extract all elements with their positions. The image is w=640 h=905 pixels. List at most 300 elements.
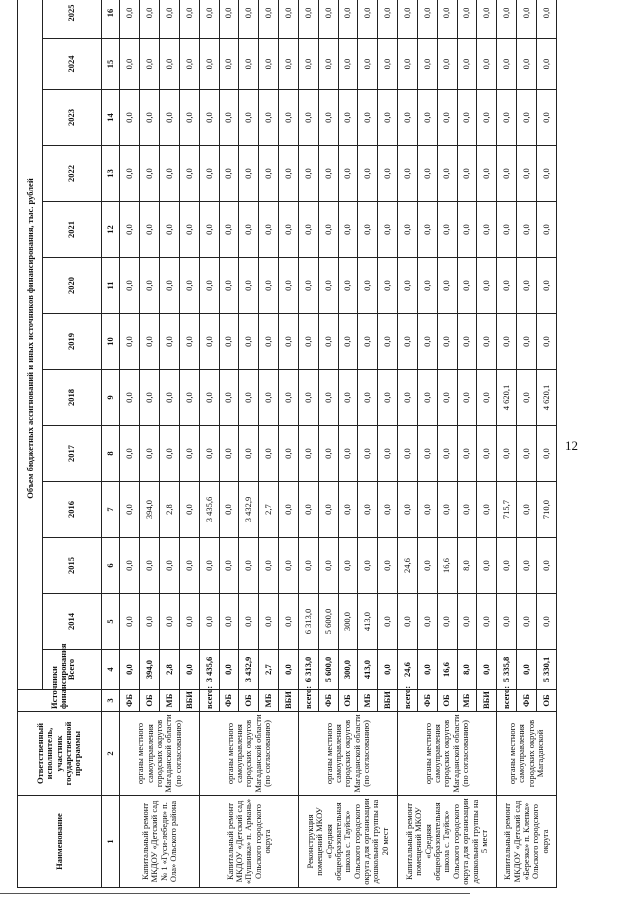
program-name: Капитальный ремонт МКДОУ «Детский сад «Березка» п. Клепка» Ольского городского округа (497, 796, 557, 888)
value-cell: 0,0 (437, 202, 457, 258)
value-cell: 0,0 (160, 146, 180, 202)
value-cell: 0,0 (457, 0, 477, 39)
total-cell: 0,0 (378, 650, 398, 690)
value-cell: 0,0 (437, 314, 457, 370)
value-cell: 0,0 (457, 370, 477, 426)
value-cell: 0,0 (239, 39, 259, 90)
value-cell: 0,0 (120, 594, 140, 650)
value-cell: 4 620,1 (497, 370, 517, 426)
value-cell: 0,0 (358, 90, 378, 146)
value-cell: 0,0 (259, 90, 279, 146)
funding-source: всего: (298, 690, 318, 712)
value-cell: 0,0 (497, 314, 517, 370)
value-cell: 0,0 (437, 594, 457, 650)
value-cell: 0,0 (417, 594, 437, 650)
column-number: 2 (101, 712, 120, 796)
value-cell: 0,0 (160, 314, 180, 370)
funding-source: ФБ (517, 690, 537, 712)
header-name: Наименование (18, 796, 102, 888)
value-cell: 0,0 (298, 146, 318, 202)
header-total: Всего (43, 650, 101, 690)
responsible-executor: органы местного самоуправления городских округов Магаданской области (по согласованию) (199, 712, 298, 796)
funding-source: ВБИ (477, 690, 497, 712)
column-number: 9 (101, 370, 120, 426)
value-cell: 0,0 (219, 39, 239, 90)
funding-source: всего: (199, 690, 219, 712)
value-cell: 0,0 (160, 90, 180, 146)
value-cell: 0,0 (378, 594, 398, 650)
value-cell: 0,0 (219, 370, 239, 426)
value-cell: 0,0 (199, 202, 219, 258)
value-cell: 0,0 (219, 426, 239, 482)
header-year: 2019 (43, 314, 101, 370)
value-cell: 0,0 (239, 426, 259, 482)
value-cell: 0,0 (160, 594, 180, 650)
column-number: 3 (101, 690, 120, 712)
funding-source: ОБ (239, 690, 259, 712)
value-cell: 0,0 (219, 202, 239, 258)
value-cell: 0,0 (536, 0, 556, 39)
value-cell: 710,0 (536, 482, 556, 538)
value-cell: 0,0 (279, 0, 299, 39)
value-cell: 0,0 (318, 482, 338, 538)
value-cell: 0,0 (179, 202, 199, 258)
value-cell: 0,0 (179, 258, 199, 314)
value-cell: 0,0 (536, 258, 556, 314)
total-cell: 0,0 (477, 650, 497, 690)
value-cell: 3 435,6 (199, 482, 219, 538)
value-cell: 0,0 (477, 370, 497, 426)
value-cell: 0,0 (497, 594, 517, 650)
value-cell: 0,0 (179, 370, 199, 426)
header-year: 2021 (43, 202, 101, 258)
value-cell: 0,0 (318, 202, 338, 258)
value-cell: 0,0 (219, 258, 239, 314)
value-cell: 0,0 (457, 90, 477, 146)
value-cell: 0,0 (199, 426, 219, 482)
value-cell: 0,0 (259, 146, 279, 202)
total-cell: 0,0 (517, 650, 537, 690)
value-cell: 0,0 (279, 39, 299, 90)
value-cell: 0,0 (179, 426, 199, 482)
total-cell: 0,0 (120, 650, 140, 690)
value-cell: 0,0 (298, 314, 318, 370)
value-cell: 0,0 (318, 39, 338, 90)
value-cell: 0,0 (279, 314, 299, 370)
funding-source: ОБ (338, 690, 358, 712)
value-cell: 0,0 (120, 482, 140, 538)
value-cell: 0,0 (398, 0, 418, 39)
value-cell: 0,0 (179, 594, 199, 650)
total-cell: 8,0 (457, 650, 477, 690)
value-cell: 0,0 (497, 538, 517, 594)
value-cell: 0,0 (358, 426, 378, 482)
header-funding-title: Объем бюджетных ассигнований и иных источников финансирования, тыс. рублей (18, 0, 43, 690)
value-cell: 0,0 (298, 0, 318, 39)
value-cell: 3 432,9 (239, 482, 259, 538)
value-cell: 0,0 (279, 258, 299, 314)
header-year: 2025 (43, 0, 101, 39)
value-cell: 0,0 (398, 594, 418, 650)
value-cell: 0,0 (219, 0, 239, 39)
total-cell: 24,6 (398, 650, 418, 690)
value-cell: 0,0 (477, 482, 497, 538)
value-cell: 0,0 (417, 202, 437, 258)
value-cell: 0,0 (378, 314, 398, 370)
value-cell: 0,0 (199, 370, 219, 426)
value-cell: 0,0 (417, 426, 437, 482)
value-cell: 0,0 (120, 0, 140, 39)
value-cell: 0,0 (259, 258, 279, 314)
value-cell: 0,0 (160, 258, 180, 314)
value-cell: 0,0 (437, 146, 457, 202)
value-cell: 394,0 (140, 482, 160, 538)
value-cell: 0,0 (298, 426, 318, 482)
value-cell: 0,0 (160, 426, 180, 482)
value-cell: 0,0 (477, 314, 497, 370)
value-cell: 0,0 (279, 538, 299, 594)
value-cell: 0,0 (298, 202, 318, 258)
total-cell: 2,8 (160, 650, 180, 690)
value-cell: 0,0 (279, 202, 299, 258)
value-cell: 0,0 (179, 39, 199, 90)
table-row (298, 0, 318, 888)
value-cell: 0,0 (199, 258, 219, 314)
value-cell: 0,0 (457, 258, 477, 314)
value-cell: 0,0 (517, 370, 537, 426)
value-cell: 0,0 (239, 90, 259, 146)
responsible-executor: органы местного самоуправления городских округов Магаданской области (по согласованию) (398, 712, 497, 796)
value-cell: 0,0 (239, 146, 259, 202)
value-cell: 0,0 (497, 426, 517, 482)
value-cell: 0,0 (298, 538, 318, 594)
value-cell: 0,0 (517, 146, 537, 202)
value-cell: 0,0 (120, 370, 140, 426)
value-cell: 0,0 (536, 538, 556, 594)
header-year: 2015 (43, 538, 101, 594)
value-cell: 0,0 (120, 538, 140, 594)
value-cell: 0,0 (477, 146, 497, 202)
value-cell: 0,0 (219, 538, 239, 594)
header-year: 2022 (43, 146, 101, 202)
total-cell: 0,0 (179, 650, 199, 690)
value-cell: 0,0 (199, 90, 219, 146)
value-cell: 0,0 (179, 538, 199, 594)
value-cell: 0,0 (338, 0, 358, 39)
value-cell: 0,0 (259, 39, 279, 90)
value-cell: 0,0 (338, 426, 358, 482)
program-name: Реконструкция помещений МКОУ «Средняя общеобразовательная школа с. Тауйск» Ольского городского округа для организации дошкольной группы на 20 мест (298, 796, 397, 888)
value-cell: 413,0 (358, 594, 378, 650)
value-cell: 2,7 (259, 482, 279, 538)
value-cell: 0,0 (398, 39, 418, 90)
column-number: 1 (101, 796, 120, 888)
value-cell: 0,0 (378, 538, 398, 594)
value-cell: 0,0 (279, 482, 299, 538)
total-cell: 3 435,6 (199, 650, 219, 690)
value-cell: 0,0 (298, 482, 318, 538)
value-cell: 0,0 (239, 0, 259, 39)
value-cell: 0,0 (417, 0, 437, 39)
responsible-executor: органы местного самоуправления городских округов Магаданской (497, 712, 557, 796)
value-cell: 0,0 (398, 426, 418, 482)
value-cell: 0,0 (140, 0, 160, 39)
value-cell: 0,0 (140, 314, 160, 370)
value-cell: 0,0 (318, 258, 338, 314)
value-cell: 715,7 (497, 482, 517, 538)
column-number: 5 (101, 594, 120, 650)
value-cell: 0,0 (120, 426, 140, 482)
value-cell: 0,0 (378, 0, 398, 39)
value-cell: 2,8 (160, 482, 180, 538)
column-number: 12 (101, 202, 120, 258)
value-cell: 0,0 (517, 426, 537, 482)
value-cell: 0,0 (160, 0, 180, 39)
value-cell: 0,0 (259, 594, 279, 650)
value-cell: 0,0 (318, 538, 338, 594)
value-cell: 0,0 (120, 258, 140, 314)
value-cell: 0,0 (120, 90, 140, 146)
value-cell: 0,0 (259, 426, 279, 482)
value-cell: 0,0 (298, 258, 318, 314)
value-cell: 0,0 (497, 39, 517, 90)
value-cell: 0,0 (219, 90, 239, 146)
value-cell: 0,0 (358, 0, 378, 39)
value-cell: 0,0 (437, 426, 457, 482)
value-cell: 16,6 (437, 538, 457, 594)
value-cell: 0,0 (160, 538, 180, 594)
funding-source: ВБИ (378, 690, 398, 712)
total-cell: 413,0 (358, 650, 378, 690)
total-cell: 5 330,1 (536, 650, 556, 690)
value-cell: 5 600,0 (318, 594, 338, 650)
value-cell: 0,0 (358, 39, 378, 90)
value-cell: 0,0 (358, 202, 378, 258)
column-number: 13 (101, 146, 120, 202)
value-cell: 0,0 (259, 370, 279, 426)
funding-table (17, 0, 557, 888)
value-cell: 0,0 (497, 90, 517, 146)
value-cell: 0,0 (318, 0, 338, 39)
value-cell: 0,0 (477, 538, 497, 594)
value-cell: 0,0 (517, 594, 537, 650)
value-cell: 0,0 (417, 538, 437, 594)
value-cell: 0,0 (457, 482, 477, 538)
value-cell: 0,0 (239, 370, 259, 426)
funding-source: ОБ (437, 690, 457, 712)
value-cell: 0,0 (517, 538, 537, 594)
total-cell: 0,0 (417, 650, 437, 690)
funding-source: ВБИ (179, 690, 199, 712)
total-cell: 5 335,8 (497, 650, 517, 690)
header-year: 2020 (43, 258, 101, 314)
value-cell: 0,0 (457, 202, 477, 258)
value-cell: 0,0 (398, 258, 418, 314)
value-cell: 0,0 (120, 146, 140, 202)
total-cell: 3 432,9 (239, 650, 259, 690)
value-cell: 0,0 (338, 258, 358, 314)
value-cell: 0,0 (398, 370, 418, 426)
value-cell: 0,0 (358, 258, 378, 314)
value-cell: 0,0 (259, 538, 279, 594)
value-cell: 0,0 (199, 538, 219, 594)
value-cell: 0,0 (378, 482, 398, 538)
table-row (398, 0, 418, 888)
value-cell: 0,0 (378, 39, 398, 90)
value-cell: 0,0 (298, 90, 318, 146)
value-cell: 0,0 (378, 90, 398, 146)
value-cell: 0,0 (517, 202, 537, 258)
value-cell: 0,0 (477, 594, 497, 650)
table-row (120, 0, 140, 888)
value-cell: 0,0 (279, 90, 299, 146)
value-cell: 0,0 (259, 0, 279, 39)
value-cell: 0,0 (259, 314, 279, 370)
value-cell: 0,0 (140, 90, 160, 146)
value-cell: 0,0 (536, 90, 556, 146)
program-name: Капитальный ремонт МКДОУ «Детский сад № 1 «Гуси-лебеди» п. Ола» Ольского района (120, 796, 199, 888)
value-cell: 0,0 (160, 202, 180, 258)
value-cell: 0,0 (477, 202, 497, 258)
header-responsible: Ответственный исполнитель, участник государственной программы (18, 712, 102, 796)
funding-source: МБ (358, 690, 378, 712)
value-cell: 0,0 (536, 202, 556, 258)
funding-source: ФБ (417, 690, 437, 712)
value-cell: 0,0 (378, 370, 398, 426)
value-cell: 0,0 (338, 202, 358, 258)
value-cell: 0,0 (517, 314, 537, 370)
value-cell: 0,0 (239, 538, 259, 594)
value-cell: 0,0 (517, 39, 537, 90)
value-cell: 8,0 (457, 538, 477, 594)
value-cell: 0,0 (298, 39, 318, 90)
value-cell: 0,0 (279, 146, 299, 202)
value-cell: 0,0 (517, 0, 537, 39)
value-cell: 0,0 (358, 370, 378, 426)
rotated-table-container (17, 0, 557, 888)
header-year: 2018 (43, 370, 101, 426)
column-number: 15 (101, 39, 120, 90)
program-name: Капитальный ремонт МКДОУ «Детский сад «Пушинка» п. Армань» Ольского городского округа (199, 796, 298, 888)
value-cell: 0,0 (338, 90, 358, 146)
value-cell: 0,0 (338, 314, 358, 370)
value-cell: 0,0 (160, 370, 180, 426)
column-number: 16 (101, 0, 120, 39)
value-cell: 0,0 (160, 39, 180, 90)
value-cell: 0,0 (338, 370, 358, 426)
value-cell: 0,0 (140, 146, 160, 202)
value-cell: 0,0 (378, 146, 398, 202)
value-cell: 0,0 (140, 594, 160, 650)
value-cell: 0,0 (437, 90, 457, 146)
value-cell: 0,0 (398, 90, 418, 146)
header-year: 2024 (43, 39, 101, 90)
value-cell: 0,0 (398, 202, 418, 258)
value-cell: 0,0 (239, 594, 259, 650)
total-cell: 0,0 (219, 650, 239, 690)
column-number: 6 (101, 538, 120, 594)
table-row (497, 0, 517, 888)
value-cell: 0,0 (140, 426, 160, 482)
funding-source: ВБИ (279, 690, 299, 712)
value-cell: 0,0 (259, 202, 279, 258)
value-cell: 0,0 (338, 146, 358, 202)
value-cell: 0,0 (179, 90, 199, 146)
funding-source: ФБ (219, 690, 239, 712)
page-number: 12 (565, 438, 578, 453)
value-cell: 0,0 (338, 39, 358, 90)
value-cell: 300,0 (338, 594, 358, 650)
value-cell: 0,0 (140, 538, 160, 594)
value-cell: 0,0 (120, 314, 140, 370)
funding-source: ОБ (140, 690, 160, 712)
funding-source: ФБ (120, 690, 140, 712)
total-cell: 5 600,0 (318, 650, 338, 690)
value-cell: 0,0 (536, 426, 556, 482)
value-cell: 0,0 (358, 146, 378, 202)
funding-source: ФБ (318, 690, 338, 712)
funding-source: всего: (497, 690, 517, 712)
value-cell: 0,0 (279, 370, 299, 426)
value-cell: 0,0 (239, 202, 259, 258)
value-cell: 0,0 (219, 314, 239, 370)
value-cell: 0,0 (298, 370, 318, 426)
column-number: 10 (101, 314, 120, 370)
value-cell: 0,0 (199, 0, 219, 39)
value-cell: 0,0 (179, 0, 199, 39)
funding-source: МБ (457, 690, 477, 712)
total-cell: 300,0 (338, 650, 358, 690)
value-cell: 0,0 (457, 426, 477, 482)
value-cell: 0,0 (417, 314, 437, 370)
header-year: 2023 (43, 90, 101, 146)
value-cell: 0,0 (497, 0, 517, 39)
funding-source: всего: (398, 690, 418, 712)
value-cell: 0,0 (120, 39, 140, 90)
value-cell: 0,0 (517, 90, 537, 146)
value-cell: 0,0 (358, 314, 378, 370)
value-cell: 0,0 (140, 258, 160, 314)
value-cell: 0,0 (517, 482, 537, 538)
value-cell: 0,0 (457, 146, 477, 202)
value-cell: 0,0 (477, 0, 497, 39)
value-cell: 0,0 (378, 258, 398, 314)
value-cell: 0,0 (318, 426, 338, 482)
value-cell: 6 313,0 (298, 594, 318, 650)
value-cell: 0,0 (497, 202, 517, 258)
value-cell: 0,0 (199, 146, 219, 202)
value-cell: 0,0 (120, 202, 140, 258)
total-cell: 6 313,0 (298, 650, 318, 690)
value-cell: 0,0 (318, 314, 338, 370)
value-cell: 0,0 (219, 594, 239, 650)
value-cell: 0,0 (437, 482, 457, 538)
value-cell: 0,0 (140, 370, 160, 426)
value-cell: 0,0 (179, 482, 199, 538)
value-cell: 0,0 (417, 39, 437, 90)
value-cell: 0,0 (417, 482, 437, 538)
value-cell: 0,0 (477, 258, 497, 314)
funding-source: МБ (259, 690, 279, 712)
value-cell: 0,0 (279, 426, 299, 482)
value-cell: 0,0 (239, 258, 259, 314)
value-cell: 0,0 (437, 0, 457, 39)
value-cell: 0,0 (536, 146, 556, 202)
value-cell: 0,0 (497, 146, 517, 202)
value-cell: 0,0 (497, 258, 517, 314)
value-cell: 0,0 (517, 258, 537, 314)
column-number: 11 (101, 258, 120, 314)
